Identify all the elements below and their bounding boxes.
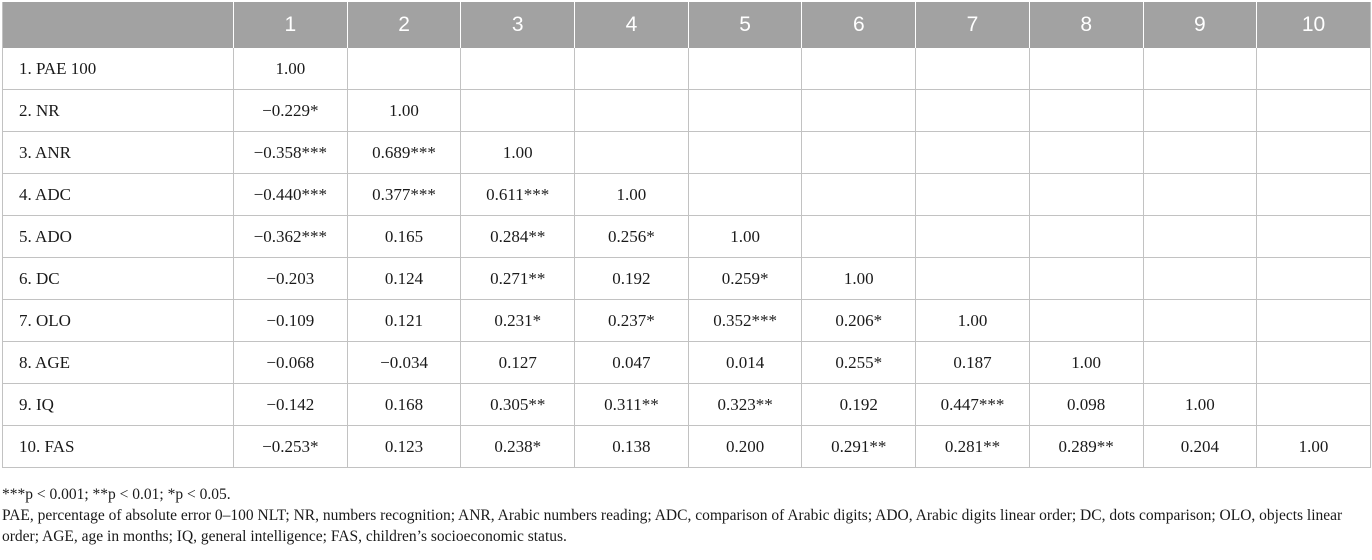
table-cell [461, 48, 575, 90]
table-cell: 0.206* [802, 300, 916, 342]
table-cell: 0.192 [802, 384, 916, 426]
column-header: 9 [1143, 2, 1257, 48]
row-label: 4. ADC [3, 174, 234, 216]
table-row [3, 174, 1371, 216]
table-cell: −0.440*** [234, 174, 348, 216]
table-cell: 0.377*** [347, 174, 461, 216]
table-cell [802, 48, 916, 90]
table-footnotes [2, 484, 1370, 547]
table-cell: 0.305** [461, 384, 575, 426]
table-cell: 0.291** [802, 426, 916, 468]
table-cell: −0.253* [234, 426, 348, 468]
table-cell [1143, 300, 1257, 342]
table-cell: 1.00 [802, 258, 916, 300]
table-row [3, 342, 1371, 384]
table-cell: 0.447*** [916, 384, 1030, 426]
table-cell: 1.00 [1143, 384, 1257, 426]
table-cell [575, 48, 689, 90]
table-cell [802, 132, 916, 174]
significance-note: ***p < 0.001; **p < 0.01; *p < 0.05. [2, 486, 231, 503]
row-label: 1. PAE 100 [3, 48, 234, 90]
column-header: 6 [802, 2, 916, 48]
table-cell [688, 132, 802, 174]
table-cell [916, 216, 1030, 258]
table-row [3, 90, 1371, 132]
table-cell: 1.00 [461, 132, 575, 174]
table-cell: 0.259* [688, 258, 802, 300]
table-cell: 0.124 [347, 258, 461, 300]
table-cell [1143, 258, 1257, 300]
table-cell [688, 174, 802, 216]
table-cell [347, 48, 461, 90]
table-cell [802, 174, 916, 216]
table-cell: 0.352*** [688, 300, 802, 342]
table-cell: 1.00 [575, 174, 689, 216]
table-cell [1257, 132, 1371, 174]
table-cell: 0.127 [461, 342, 575, 384]
table-cell: 0.289** [1029, 426, 1143, 468]
header-row [3, 2, 1371, 48]
column-header: 2 [347, 2, 461, 48]
table-cell [916, 90, 1030, 132]
table-cell: 0.238* [461, 426, 575, 468]
table-cell [1257, 342, 1371, 384]
table-cell [802, 90, 916, 132]
row-label: 9. IQ [3, 384, 234, 426]
table-cell: 0.256* [575, 216, 689, 258]
table-cell: 0.123 [347, 426, 461, 468]
table-cell: 1.00 [688, 216, 802, 258]
table-cell [1029, 300, 1143, 342]
table-cell: 0.138 [575, 426, 689, 468]
table-cell: 1.00 [1257, 426, 1371, 468]
table-cell: 0.165 [347, 216, 461, 258]
table-row [3, 426, 1371, 468]
table-cell: 0.014 [688, 342, 802, 384]
table-cell: 0.200 [688, 426, 802, 468]
table-cell [1143, 90, 1257, 132]
table-cell [1029, 174, 1143, 216]
row-label: 3. ANR [3, 132, 234, 174]
table-row [3, 48, 1371, 90]
table-cell [1257, 48, 1371, 90]
row-label: 7. OLO [3, 300, 234, 342]
table-cell: 0.168 [347, 384, 461, 426]
table-cell: 0.284** [461, 216, 575, 258]
column-header: 1 [234, 2, 348, 48]
table-cell [1029, 90, 1143, 132]
table-cell: −0.229* [234, 90, 348, 132]
table-cell: −0.034 [347, 342, 461, 384]
table-cell [916, 258, 1030, 300]
table-cell: 0.098 [1029, 384, 1143, 426]
column-header: 4 [575, 2, 689, 48]
table-cell [802, 216, 916, 258]
table-cell [1029, 216, 1143, 258]
column-header: 8 [1029, 2, 1143, 48]
table-row [3, 384, 1371, 426]
table-cell [1029, 258, 1143, 300]
table-cell [575, 132, 689, 174]
table-cell: 0.237* [575, 300, 689, 342]
table-cell [1143, 216, 1257, 258]
table-cell [461, 90, 575, 132]
table-cell [688, 90, 802, 132]
table-cell: −0.362*** [234, 216, 348, 258]
table-cell: 0.047 [575, 342, 689, 384]
table-cell: 1.00 [234, 48, 348, 90]
column-header: 5 [688, 2, 802, 48]
table-cell: 0.689*** [347, 132, 461, 174]
table-cell: 0.281** [916, 426, 1030, 468]
table-cell: −0.068 [234, 342, 348, 384]
row-label: 6. DC [3, 258, 234, 300]
table-cell [1029, 48, 1143, 90]
table-cell [1257, 384, 1371, 426]
row-label: 5. ADO [3, 216, 234, 258]
table-cell: −0.142 [234, 384, 348, 426]
table-cell [1257, 300, 1371, 342]
table-cell: 1.00 [1029, 342, 1143, 384]
table-row [3, 132, 1371, 174]
table-cell [1257, 90, 1371, 132]
table-cell: 0.311** [575, 384, 689, 426]
table-cell: 0.271** [461, 258, 575, 300]
table-cell: 0.323** [688, 384, 802, 426]
column-header: 3 [461, 2, 575, 48]
table-cell [1143, 48, 1257, 90]
table-cell: 0.187 [916, 342, 1030, 384]
table-cell [916, 132, 1030, 174]
table-cell [1257, 216, 1371, 258]
table-cell: −0.358*** [234, 132, 348, 174]
table-cell: 0.611*** [461, 174, 575, 216]
table-cell: 1.00 [347, 90, 461, 132]
row-label: 10. FAS [3, 426, 234, 468]
header-corner [3, 2, 234, 48]
table-row [3, 300, 1371, 342]
abbreviations-note: PAE, percentage of absolute error 0–100 NLT; NR, numbers recognition; ANR, Arabic numbers reading; ADC, comparison of Arabic digits; ADO, Arabic digits linear order; DC, dots comparison; OLO, objects linear order; AGE, age in months; IQ, general intelligence; FAS, children’s socioeconomic status. [2, 507, 1343, 545]
table-cell [1143, 342, 1257, 384]
table-cell [916, 174, 1030, 216]
row-label: 8. AGE [3, 342, 234, 384]
table-cell: −0.109 [234, 300, 348, 342]
table-cell [1143, 174, 1257, 216]
table-cell: 0.192 [575, 258, 689, 300]
table-cell [688, 48, 802, 90]
table-cell: 0.121 [347, 300, 461, 342]
table-cell [1257, 258, 1371, 300]
table-cell [1143, 132, 1257, 174]
table-cell [1257, 174, 1371, 216]
column-header: 10 [1257, 2, 1371, 48]
table-cell: 0.204 [1143, 426, 1257, 468]
table-cell [575, 90, 689, 132]
column-header: 7 [916, 2, 1030, 48]
table-cell [1029, 132, 1143, 174]
table-cell: −0.203 [234, 258, 348, 300]
table-row [3, 216, 1371, 258]
table-cell [916, 48, 1030, 90]
table-row [3, 258, 1371, 300]
table-cell: 0.231* [461, 300, 575, 342]
row-label: 2. NR [3, 90, 234, 132]
table-cell: 0.255* [802, 342, 916, 384]
table-cell: 1.00 [916, 300, 1030, 342]
correlation-table [2, 2, 1371, 468]
